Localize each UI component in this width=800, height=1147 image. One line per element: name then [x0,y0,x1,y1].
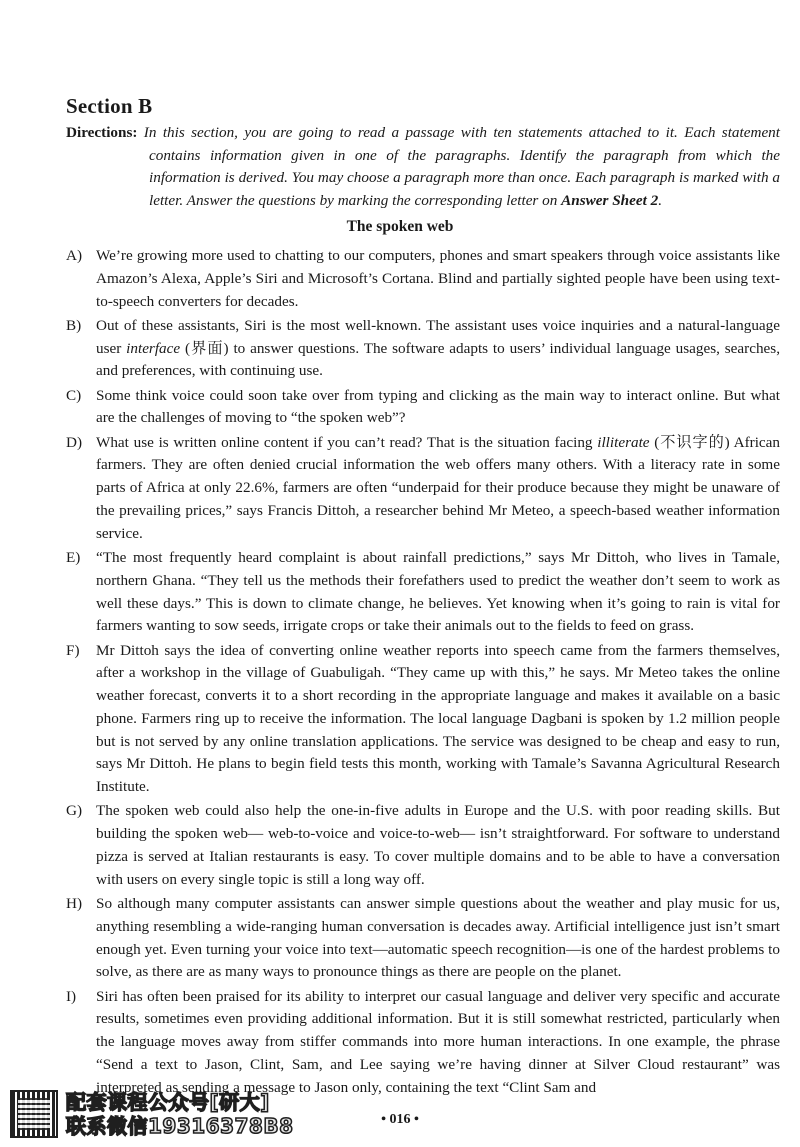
paragraph-letter: G) [66,802,83,820]
passage-body [66,245,780,1101]
watermark-line-1: 配套课程公众号[研大] [66,1090,270,1114]
paragraph-text: Siri has often been praised for its ability to interpret our casual language and deliver very specific and accurate results, sometimes even providing additional information. But it is still somewhat restricted, particularly when the language moves away from stiffer commands into more human interactions. In one example, the phrase “Send a text to Jason, Clint, Sam, and Lee saying we’re having dinner at Silver Cloud restaurant” was interpreted as sending a message to Jason only, containing the text “Clint Sam and [96,987,780,1096]
paragraph-text: (界面) to answer questions. The software adapts to users’ individual language usages, searches, and preferences, with continuing use. [96,339,780,380]
page-number: • 016 • [381,1112,419,1127]
paragraph-d [66,432,780,546]
answer-sheet-ref: Answer Sheet 2 [561,191,659,209]
paragraph-text: What use is written online content if you can’t read? That is the situation facing [96,433,598,451]
paragraph-g [66,800,780,891]
directions-paragraph [66,122,780,212]
paragraph-text: Some think voice could soon take over from typing and clicking as the main way to interact online. But what are the challenges of moving to “the spoken web”? [96,386,780,427]
paragraph-i [66,986,780,1100]
directions-end: . [658,191,662,209]
paragraph-a [66,245,780,313]
paragraph-letter: B) [66,316,82,334]
paragraph-text: “The most frequently heard complaint is about rainfall predictions,” says Mr Dittoh, who lives in Tamale, northern Ghana. “They tell us the methods their forefathers used to predict the weather don’t seem to work as well these days.” This is down to climate change, he believes. Yet knowing when it’s going to rain is vital for farmers wanting to sow seeds, irrigate crops or take their animals out to the fields to feed on grass. [96,548,780,635]
watermark-line-2: 联系微信19316378B8 [66,1114,294,1138]
paragraph-text: The spoken web could also help the one-in-five adults in Europe and the U.S. with poor reading skills. But building the spoken web— web-to-voice and voice-to-web— isn’t straightforward. For software to understand pizza is served at Italian restaurants is easy. To cover multiple domains and to be able to have a conversation with users on every single topic is still a long way off. [96,802,780,888]
paragraph-letter: A) [66,247,83,264]
paragraph-text: We’re growing more used to chatting to our computers, phones and smart speakers through voice assistants like Amazon’s Alexa, Apple’s Siri and Microsoft’s Cortana. Blind and partially sighted people have been using text-to-speech converters for decades. [96,247,780,310]
paragraph-letter: C) [66,386,82,404]
paragraph-c [66,385,780,431]
paragraph-letter: D) [66,433,83,451]
paragraph-h [66,893,780,984]
paragraph-text: Mr Dittoh says the idea of converting online weather reports into speech came from the farmers themselves, after a workshop in the village of Guabuligah. “They came up with this,” he says. Mr Meteo takes the online weather forecast, converts it to a short recording in the appropriate language and makes it available on a basic phone. Farmers ring up to receive the information. The local language Dagbani is spoken by 1.2 million people but is not served by any online translation applications. The service was designed to be cheap and easy to run, says Mr Dittoh. He plans to begin field tests this month, working with Tamale’s Savanna Agricultural Research Institute. [96,641,780,796]
directions-text: In this section, you are going to read a passage with ten statements attached to it. Each statement contains information given in one of the paragraphs. Identify the paragraph from which the information is derived. You may choose a paragraph more than once. Each paragraph is marked with a letter. Answer the questions by marking the corresponding letter on [143,124,780,209]
paragraph-letter: H) [66,895,83,913]
paragraph-text: Out of these assistants, Siri is the most well-known. The assistant uses voice inquiries and a natural-language user [96,316,780,357]
paragraph-b [66,315,780,383]
paragraph-letter: I) [66,987,77,1005]
section-title: Section B [66,94,153,118]
italic-term: interface [126,339,181,357]
paragraph-e [66,547,780,638]
paragraph-letter: E) [66,548,81,566]
italic-term: illiterate [597,433,650,451]
paragraph-text: So although many computer assistants can answer simple questions about the weather and play music for us, anything resembling a wide-ranging human conversation is decades away. Artificial intelligence just isn’t smart enough yet. Even turning your voice into text—automatic speech recognition—is one of the hardest problems to solve, as there are as many ways to pronounce things as there are people on the planet. [96,895,780,981]
passage-title: The spoken web [346,218,454,235]
directions-block [66,122,780,212]
paragraph-text: (不识字的) African farmers. They are often denied crucial information the web offers many others. With a literacy rate in some parts of Africa at only 22.6%, farmers are often “underpaid for their produce because they might be unaware of the prevailing prices,” says Francis Dittoh, a researcher behind Mr Meteo, a speech-based weather information service. [96,433,780,542]
paragraph-f [66,640,780,800]
directions-label: Directions: [66,124,138,141]
paragraph-letter: F) [66,641,80,659]
